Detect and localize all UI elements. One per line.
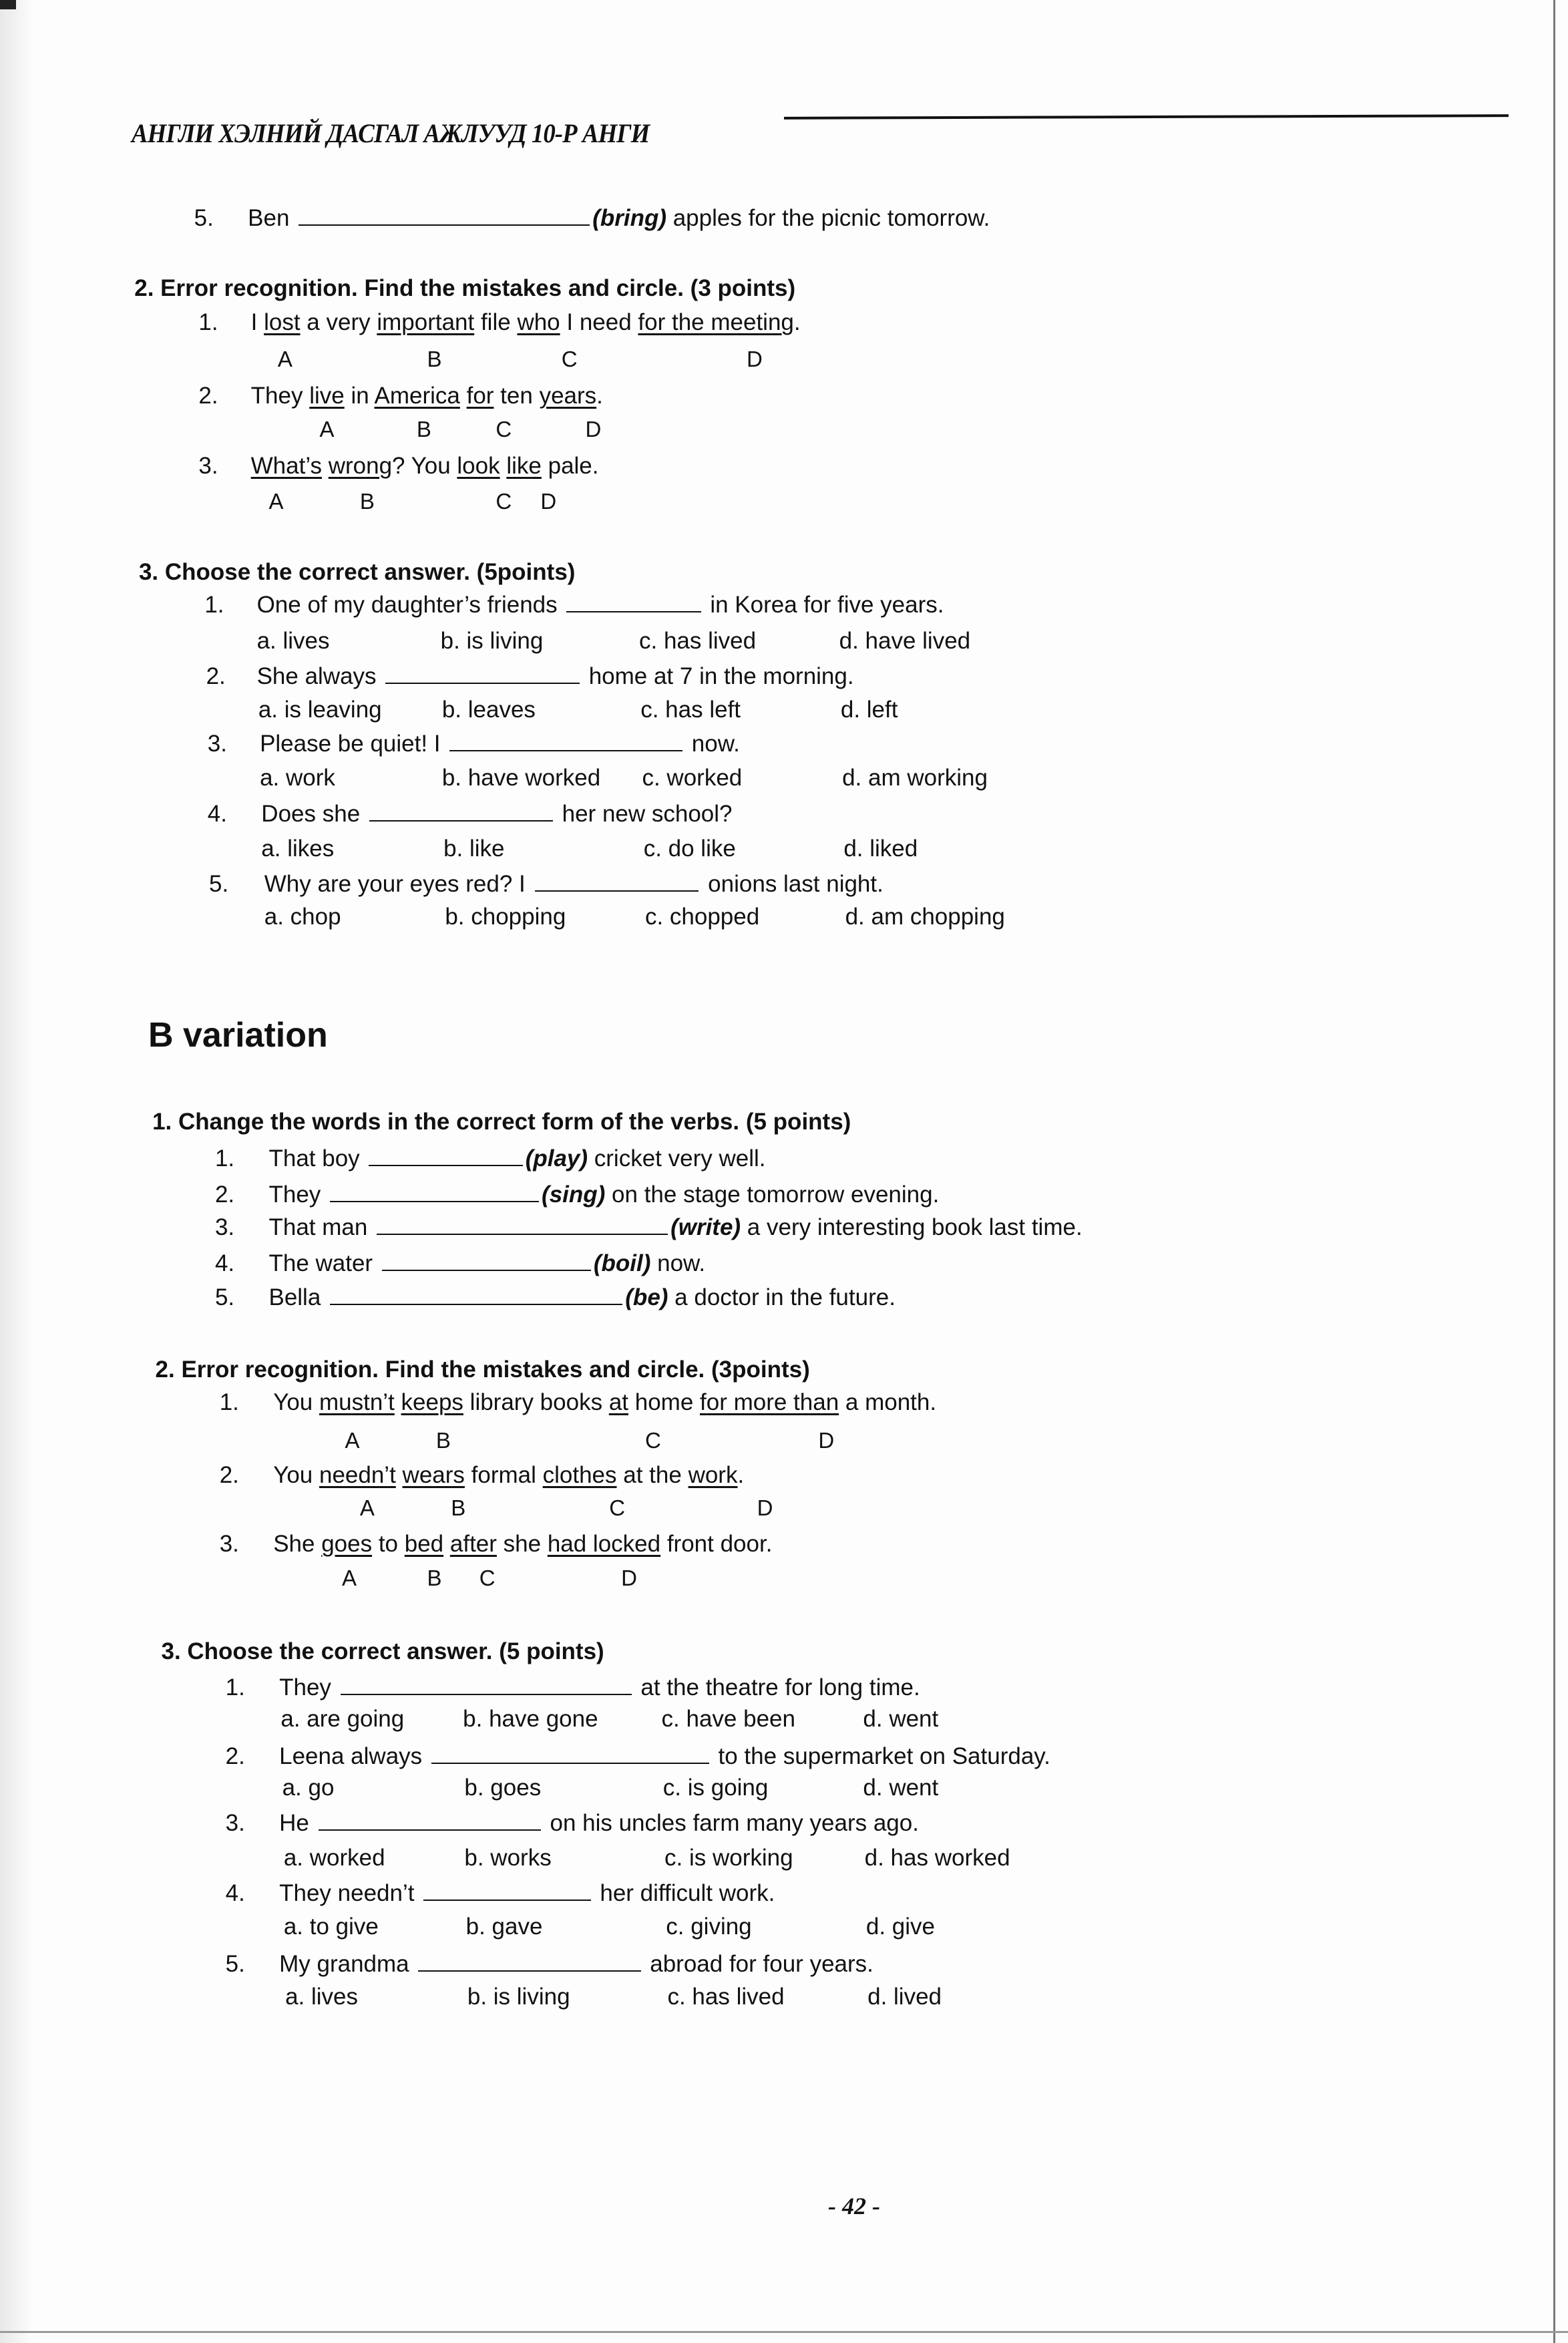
answer-blank[interactable] [330, 1284, 622, 1305]
option-letter: B [427, 1565, 442, 1590]
sentence-text: That boy [268, 1145, 367, 1172]
section-heading: 1. Change the words in the correct form of the verbs. (5 points) [152, 1108, 851, 1135]
sentence-text: pale. [541, 452, 599, 479]
sentence-text: Bella [268, 1284, 328, 1311]
answer-blank[interactable] [385, 663, 580, 684]
question-number: 3. [219, 1531, 239, 1558]
option-letter: A [319, 417, 335, 442]
sentence-text: a very [300, 309, 377, 336]
question-sentence [279, 1809, 919, 1838]
sentence-text: file [474, 309, 518, 336]
section-heading: 3. Choose the correct answer. (5points) [138, 558, 576, 585]
page-number: - 42 - [828, 2193, 880, 2219]
sentence-text [460, 383, 467, 409]
answer-option[interactable]: c. has lived [639, 627, 757, 654]
verb-hint: (write) [670, 1214, 741, 1241]
underlined-option: look [457, 452, 500, 479]
answer-option[interactable]: c. giving [666, 1913, 752, 1940]
answer-option[interactable]: a. to give [283, 1913, 379, 1940]
answer-option[interactable]: a. worked [283, 1845, 385, 1871]
underlined-option: lost [264, 309, 301, 336]
answer-option[interactable]: c. is going [662, 1774, 769, 1801]
option-letter: C [479, 1565, 496, 1590]
option-letter: C [561, 347, 578, 372]
sentence-text: she [496, 1531, 548, 1558]
answer-blank[interactable] [431, 1743, 709, 1764]
verb-hint: (boil) [593, 1250, 651, 1276]
sentence-text: at the theatre for long time. [634, 1674, 920, 1700]
sentence-text: Why are your eyes red? I [264, 870, 532, 897]
underlined-option: America [374, 382, 460, 409]
header-rule [784, 114, 1509, 120]
underlined-option: years [539, 382, 597, 409]
scan-edge [0, 0, 33, 2343]
option-letter: B [435, 1427, 451, 1453]
answer-option[interactable]: d. am chopping [845, 904, 1005, 930]
question-number: 5. [214, 1284, 235, 1311]
question-number: 4. [225, 1880, 245, 1907]
answer-option[interactable]: b. gave [465, 1913, 543, 1940]
sentence-text: . [793, 309, 801, 336]
underlined-option: goes [321, 1531, 373, 1558]
verb-hint: (be) [625, 1284, 668, 1311]
sentence-text: in [344, 382, 375, 409]
answer-option[interactable]: b. goes [464, 1774, 542, 1801]
answer-option[interactable]: a. chop [264, 904, 341, 930]
question-sentence [268, 1249, 705, 1278]
underlined-option: live [309, 382, 345, 409]
question-number: 4. [214, 1250, 235, 1276]
underlined-option: at [608, 1389, 629, 1415]
sentence-text: That man [268, 1214, 375, 1241]
question-number: 1. [204, 591, 224, 618]
sentence-text: formal [464, 1462, 543, 1489]
sentence-text: on his uncles farm many years ago. [543, 1810, 919, 1837]
answer-blank[interactable] [382, 1250, 591, 1271]
underlined-option: work [688, 1462, 738, 1489]
sentence-text [396, 1462, 403, 1488]
answer-blank[interactable] [566, 591, 701, 612]
sentence-text: home [628, 1389, 701, 1415]
sentence-text: apples for the picnic tomorrow. [666, 204, 990, 231]
question-number: 2. [206, 663, 226, 690]
sentence-text: Ben [248, 204, 297, 231]
underlined-option: had locked [547, 1531, 661, 1558]
question-number: 1. [219, 1389, 239, 1415]
sentence-text: Does she [261, 800, 367, 827]
verb-hint: (play) [525, 1145, 588, 1172]
underlined-option: who [517, 309, 560, 336]
question-sentence [268, 1144, 765, 1174]
option-letter: A [359, 1495, 375, 1520]
sentence-text: now. [685, 730, 740, 757]
option-letter: C [496, 417, 512, 442]
question-sentence [251, 452, 599, 481]
sentence-text: her new school? [555, 800, 733, 827]
question-sentence [248, 204, 990, 233]
sentence-text: to [372, 1531, 405, 1558]
answer-option[interactable]: d. lived [867, 1984, 942, 2010]
sentence-text: library books [463, 1389, 609, 1415]
option-letter: A [345, 1427, 360, 1453]
answer-blank[interactable] [299, 204, 590, 226]
answer-option[interactable]: b. have worked [441, 765, 601, 791]
sentence-text: a very interesting book last time. [741, 1214, 1083, 1241]
section-heading: 2. Error recognition. Find the mistakes and circle. (3 points) [134, 275, 796, 302]
verb-hint: (sing) [542, 1182, 606, 1208]
sentence-text: in Korea for five years. [703, 591, 944, 618]
option-letter: D [818, 1427, 835, 1453]
answer-blank[interactable] [330, 1181, 539, 1202]
underlined-option: needn’t [319, 1462, 396, 1489]
underlined-option: mustn’t [319, 1389, 395, 1415]
sentence-text: You [273, 1389, 319, 1415]
option-letter: D [757, 1495, 773, 1520]
underlined-option: clothes [542, 1462, 617, 1489]
question-number: 5. [209, 870, 229, 897]
sentence-text: I need [560, 309, 638, 336]
question-sentence [279, 1673, 920, 1702]
answer-blank[interactable] [377, 1214, 668, 1235]
option-letter: B [451, 1495, 466, 1520]
answer-option[interactable]: d. give [865, 1913, 935, 1940]
answer-option[interactable]: a. is leaving [258, 696, 382, 723]
sentence-text: She [273, 1531, 322, 1558]
answer-option[interactable]: d. has worked [864, 1845, 1010, 1871]
question-sentence [268, 1180, 939, 1210]
underlined-option: important [377, 309, 475, 336]
sentence-text: One of my daughter’s friends [256, 591, 564, 618]
sentence-text: home at 7 in the morning. [582, 663, 854, 690]
underlined-option: for [466, 382, 494, 409]
answer-option[interactable]: b. chopping [445, 904, 566, 930]
question-sentence [257, 590, 944, 620]
answer-option[interactable]: c. do like [643, 835, 736, 862]
sentence-text: ? You [392, 452, 457, 479]
answer-option[interactable]: d. left [840, 696, 898, 723]
underlined-option: keeps [401, 1389, 463, 1415]
answer-option[interactable]: d. went [863, 1774, 939, 1801]
question-number: 1. [225, 1674, 245, 1700]
answer-option[interactable]: d. went [863, 1706, 939, 1733]
variation-b-title: B variation [148, 1016, 328, 1055]
sentence-text: I [250, 309, 264, 336]
answer-option[interactable]: c. has left [640, 696, 741, 723]
underlined-option: What’s [250, 452, 322, 479]
sentence-text [443, 1531, 450, 1557]
sentence-text: ten [494, 382, 540, 409]
sentence-text [395, 1389, 401, 1415]
question-sentence [279, 1950, 873, 1979]
option-letter: A [268, 488, 284, 514]
answer-option[interactable]: c. have been [661, 1706, 795, 1733]
page-header-title: АНГЛИ ХЭЛНИЙ ДАСГАЛ АЖЛУУД 10-Р АНГИ [132, 118, 650, 148]
question-sentence [264, 870, 884, 899]
sentence-text: abroad for four years. [643, 1950, 873, 1977]
sentence-text: front door. [660, 1531, 773, 1558]
question-sentence [273, 1529, 772, 1559]
question-sentence [279, 1742, 1050, 1771]
sentence-text: at the [616, 1462, 689, 1489]
answer-option[interactable]: a. lives [256, 627, 330, 654]
question-sentence [257, 662, 854, 691]
page-border [1553, 0, 1555, 2343]
answer-option[interactable]: d. have lived [839, 627, 971, 654]
sentence-text: a month. [839, 1389, 937, 1415]
question-number: 2. [198, 382, 218, 409]
option-letter: A [277, 347, 292, 372]
question-number: 3. [225, 1810, 245, 1837]
option-letter: C [609, 1495, 626, 1520]
answer-option[interactable]: b. works [464, 1845, 552, 1871]
question-sentence [268, 1283, 895, 1312]
question-number: 3. [198, 452, 218, 479]
question-number: 3. [207, 730, 227, 757]
scan-mark [0, 0, 16, 9]
question-sentence [251, 308, 801, 337]
sentence-text: to the supermarket on Saturday. [711, 1743, 1050, 1769]
sentence-text: He [279, 1810, 316, 1837]
verb-hint: (bring) [592, 204, 666, 231]
question-number: 2. [225, 1743, 245, 1769]
question-number: 5. [194, 204, 214, 231]
answer-option[interactable]: c. is working [664, 1845, 793, 1871]
sentence-text: They [268, 1182, 328, 1208]
sentence-text: cricket very well. [588, 1145, 766, 1172]
answer-blank[interactable] [319, 1809, 541, 1831]
underlined-option: like [506, 452, 542, 479]
question-number: 1. [198, 309, 218, 336]
answer-option[interactable]: d. am working [842, 765, 988, 791]
answer-blank[interactable] [423, 1879, 590, 1901]
option-letter: D [585, 417, 602, 442]
answer-option[interactable]: a. work [260, 765, 335, 791]
answer-blank[interactable] [369, 1145, 522, 1166]
answer-option[interactable]: b. like [443, 835, 505, 862]
option-letter: D [540, 488, 557, 514]
question-number: 2. [214, 1182, 235, 1208]
underlined-option: for the meeting [638, 309, 794, 336]
underlined-option: wears [402, 1462, 465, 1489]
sentence-text: You [273, 1462, 319, 1489]
sentence-text: onions last night. [701, 870, 884, 897]
question-number: 5. [225, 1950, 245, 1977]
sentence-text: on the stage tomorrow evening. [605, 1182, 940, 1208]
answer-option[interactable]: a. lives [285, 1984, 358, 2010]
sentence-text: Please be quiet! I [260, 730, 447, 757]
answer-blank[interactable] [418, 1950, 640, 1972]
answer-option[interactable]: a. are going [280, 1706, 405, 1733]
sentence-text: She always [256, 663, 383, 690]
option-letter: C [644, 1427, 661, 1453]
sentence-text: now. [650, 1250, 706, 1276]
sentence-text: . [737, 1462, 745, 1489]
answer-option[interactable]: b. have gone [463, 1706, 598, 1733]
question-sentence [251, 381, 603, 411]
sentence-text: her difficult work. [593, 1880, 775, 1907]
answer-option[interactable]: b. is living [467, 1984, 570, 2010]
sentence-text: My grandma [279, 1950, 416, 1977]
question-sentence [260, 729, 740, 759]
answer-option[interactable]: c. worked [642, 765, 743, 791]
option-letter: B [359, 488, 375, 514]
option-letter: C [496, 488, 512, 514]
answer-option[interactable]: a. likes [261, 835, 335, 862]
answer-blank[interactable] [369, 800, 553, 822]
section-heading: 3. Choose the correct answer. (5 points) [161, 1638, 604, 1665]
question-sentence [273, 1388, 936, 1417]
question-sentence [261, 799, 732, 829]
question-sentence [273, 1461, 744, 1490]
sentence-text: They [250, 382, 310, 409]
option-letter: A [342, 1565, 357, 1590]
sentence-text: They [279, 1674, 338, 1700]
answer-blank[interactable] [341, 1674, 632, 1695]
answer-option[interactable]: d. liked [843, 835, 918, 862]
answer-blank[interactable] [449, 730, 682, 751]
question-number: 4. [207, 800, 227, 827]
section-heading: 2. Error recognition. Find the mistakes and circle. (3points) [155, 1356, 810, 1383]
answer-option[interactable]: a. go [282, 1774, 335, 1801]
underlined-option: bed [404, 1531, 444, 1558]
question-number: 1. [214, 1145, 235, 1172]
sentence-text: a doctor in the future. [668, 1284, 896, 1311]
underlined-option: after [449, 1531, 497, 1558]
sentence-text: . [596, 382, 603, 409]
sentence-text: Leena always [279, 1743, 429, 1769]
answer-option[interactable]: c. chopped [644, 904, 760, 930]
page-border [0, 2331, 1568, 2333]
sentence-text: They needn’t [279, 1880, 421, 1907]
answer-option[interactable]: b. leaves [441, 696, 536, 723]
answer-option[interactable]: b. is living [440, 627, 544, 654]
option-letter: D [747, 347, 763, 372]
question-number: 2. [219, 1462, 239, 1489]
question-sentence [279, 1879, 775, 1908]
sentence-text: The water [268, 1250, 379, 1276]
sentence-text [322, 453, 329, 479]
underlined-option: for more than [700, 1389, 839, 1415]
option-letter: B [416, 417, 431, 442]
answer-blank[interactable] [535, 870, 699, 892]
sentence-text [500, 453, 507, 479]
question-sentence [268, 1213, 1082, 1242]
answer-option[interactable]: c. has lived [667, 1984, 785, 2010]
option-letter: B [427, 347, 442, 372]
question-number: 3. [214, 1214, 235, 1241]
underlined-option: wrong [328, 452, 393, 479]
option-letter: D [621, 1565, 638, 1590]
